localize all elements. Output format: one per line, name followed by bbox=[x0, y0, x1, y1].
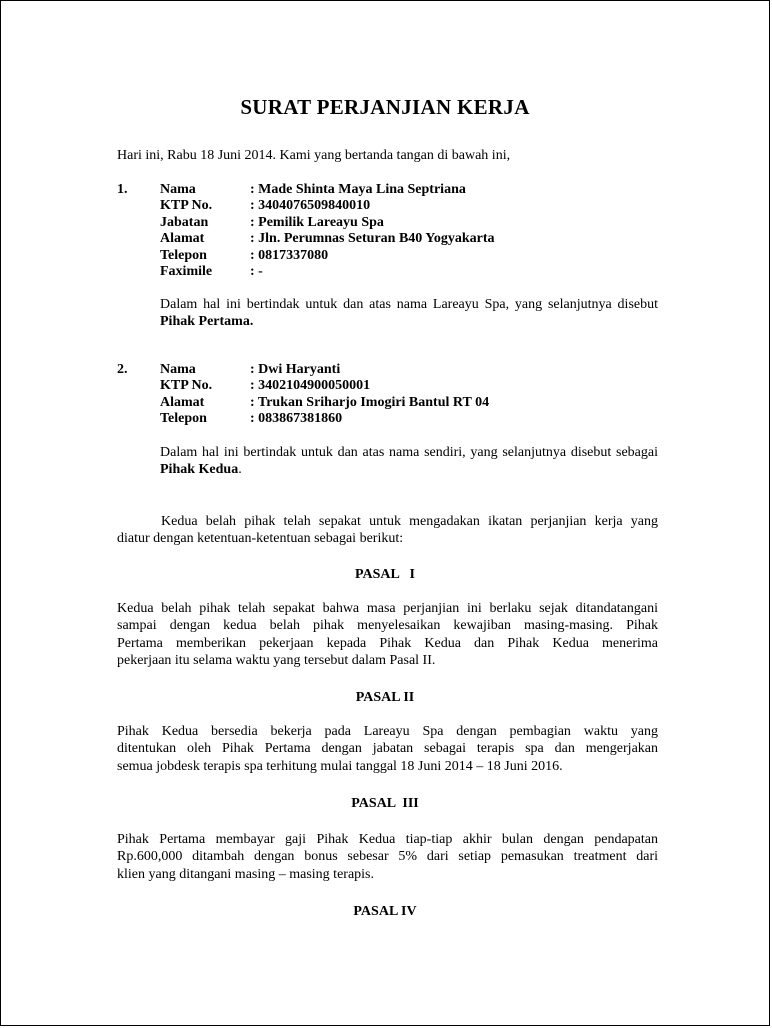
pasal-1-heading: PASAL I bbox=[354, 567, 416, 582]
field-value: : 0817337080 bbox=[250, 247, 329, 263]
paragraph-line: klien yang ditangani masing – masing terapis. bbox=[117, 866, 375, 882]
party-one-description bbox=[160, 296, 658, 330]
field-value: : - bbox=[250, 263, 263, 279]
paragraph-line: sampai dengan kedua belah pihak menyelesaikan kewajiban masing-masing. Pihak bbox=[117, 618, 658, 634]
field-value: : 3402104900050001 bbox=[250, 378, 371, 394]
pasal-2-paragraph bbox=[117, 723, 658, 775]
pasal-2-heading: PASAL II bbox=[355, 690, 415, 705]
field-value: : Made Shinta Maya Lina Septriana bbox=[250, 182, 466, 197]
field-label: Nama bbox=[160, 182, 196, 197]
field-label: Faximile bbox=[160, 263, 213, 279]
paragraph-line: Rp.600,000 ditambah dengan bonus sebesar 5% dari setiap pemasukan treatment dari bbox=[117, 849, 658, 865]
party-two-number: 2. bbox=[117, 362, 128, 377]
paragraph-line: Kedua belah pihak telah sepakat bahwa masa perjanjian ini berlaku sejak ditandatangani bbox=[117, 601, 658, 616]
field-label: Telepon bbox=[160, 247, 207, 263]
document-title: SURAT PERJANJIAN KERJA bbox=[240, 95, 530, 119]
field-value: : 3404076509840010 bbox=[250, 198, 371, 214]
pasal-1-paragraph bbox=[117, 600, 658, 670]
pasal-4-heading: PASAL IV bbox=[353, 904, 417, 919]
intro-text: Hari ini, Rabu 18 Juni 2014. Kami yang bertanda tangan di bawah ini, bbox=[117, 148, 511, 163]
paragraph-line: pekerjaan itu selama waktu yang tersebut dalam Pasal II. bbox=[117, 653, 436, 669]
field-label: KTP No. bbox=[160, 378, 213, 394]
pasal-3-heading: PASAL III bbox=[351, 796, 419, 811]
party-two-description bbox=[160, 444, 658, 478]
agreement-paragraph bbox=[117, 513, 658, 548]
field-label: KTP No. bbox=[160, 198, 213, 214]
paragraph-line: diatur dengan ketentuan-ketentuan sebagai berikut: bbox=[117, 531, 404, 547]
description-line: Dalam hal ini bertindak untuk dan atas nama sendiri, yang selanjutnya disebut sebagai bbox=[160, 445, 658, 460]
punctuation: . bbox=[238, 462, 242, 477]
description-line: Dalam hal ini bertindak untuk dan atas nama Lareayu Spa, yang selanjutnya disebut bbox=[160, 297, 658, 312]
paragraph-line: Pertama memberikan pekerjaan kepada Pihak Kedua dan Pihak Kedua menerima bbox=[117, 635, 658, 651]
field-value: : Jln. Perumnas Seturan B40 Yogyakarta bbox=[250, 231, 495, 247]
party-two-designation: Pihak Kedua bbox=[160, 462, 239, 477]
field-label: Alamat bbox=[160, 394, 205, 410]
field-value: : Dwi Haryanti bbox=[250, 362, 341, 377]
party-one-number: 1. bbox=[117, 182, 128, 197]
paragraph-line-text: Kedua belah pihak telah sepakat untuk mengadakan ikatan perjanjian kerja yang bbox=[161, 514, 658, 529]
paragraph-line: semua jobdesk terapis spa terhitung mulai tanggal 18 Juni 2014 – 18 Juni 2016. bbox=[117, 758, 563, 774]
field-label: Alamat bbox=[160, 231, 205, 247]
field-label: Telepon bbox=[160, 411, 207, 427]
field-value: : 083867381860 bbox=[250, 411, 343, 427]
paragraph-line bbox=[117, 513, 658, 530]
party-one-designation: Pihak Pertama. bbox=[160, 314, 254, 329]
field-label: Jabatan bbox=[160, 214, 209, 230]
pasal-3-paragraph bbox=[117, 831, 658, 883]
paragraph-line: ditentukan oleh Pihak Pertama dengan jabatan sebagai terapis spa dan mengerjakan bbox=[117, 741, 658, 757]
field-label: Nama bbox=[160, 362, 196, 377]
paragraph-line: Pihak Kedua bersedia bekerja pada Lareayu Spa dengan pembagian waktu yang bbox=[117, 724, 658, 739]
paragraph-line: Pihak Pertama membayar gaji Pihak Kedua tiap-tiap akhir bulan dengan pendapatan bbox=[117, 832, 658, 847]
field-value: : Pemilik Lareayu Spa bbox=[250, 214, 384, 230]
field-value: : Trukan Sriharjo Imogiri Bantul RT 04 bbox=[250, 394, 490, 410]
